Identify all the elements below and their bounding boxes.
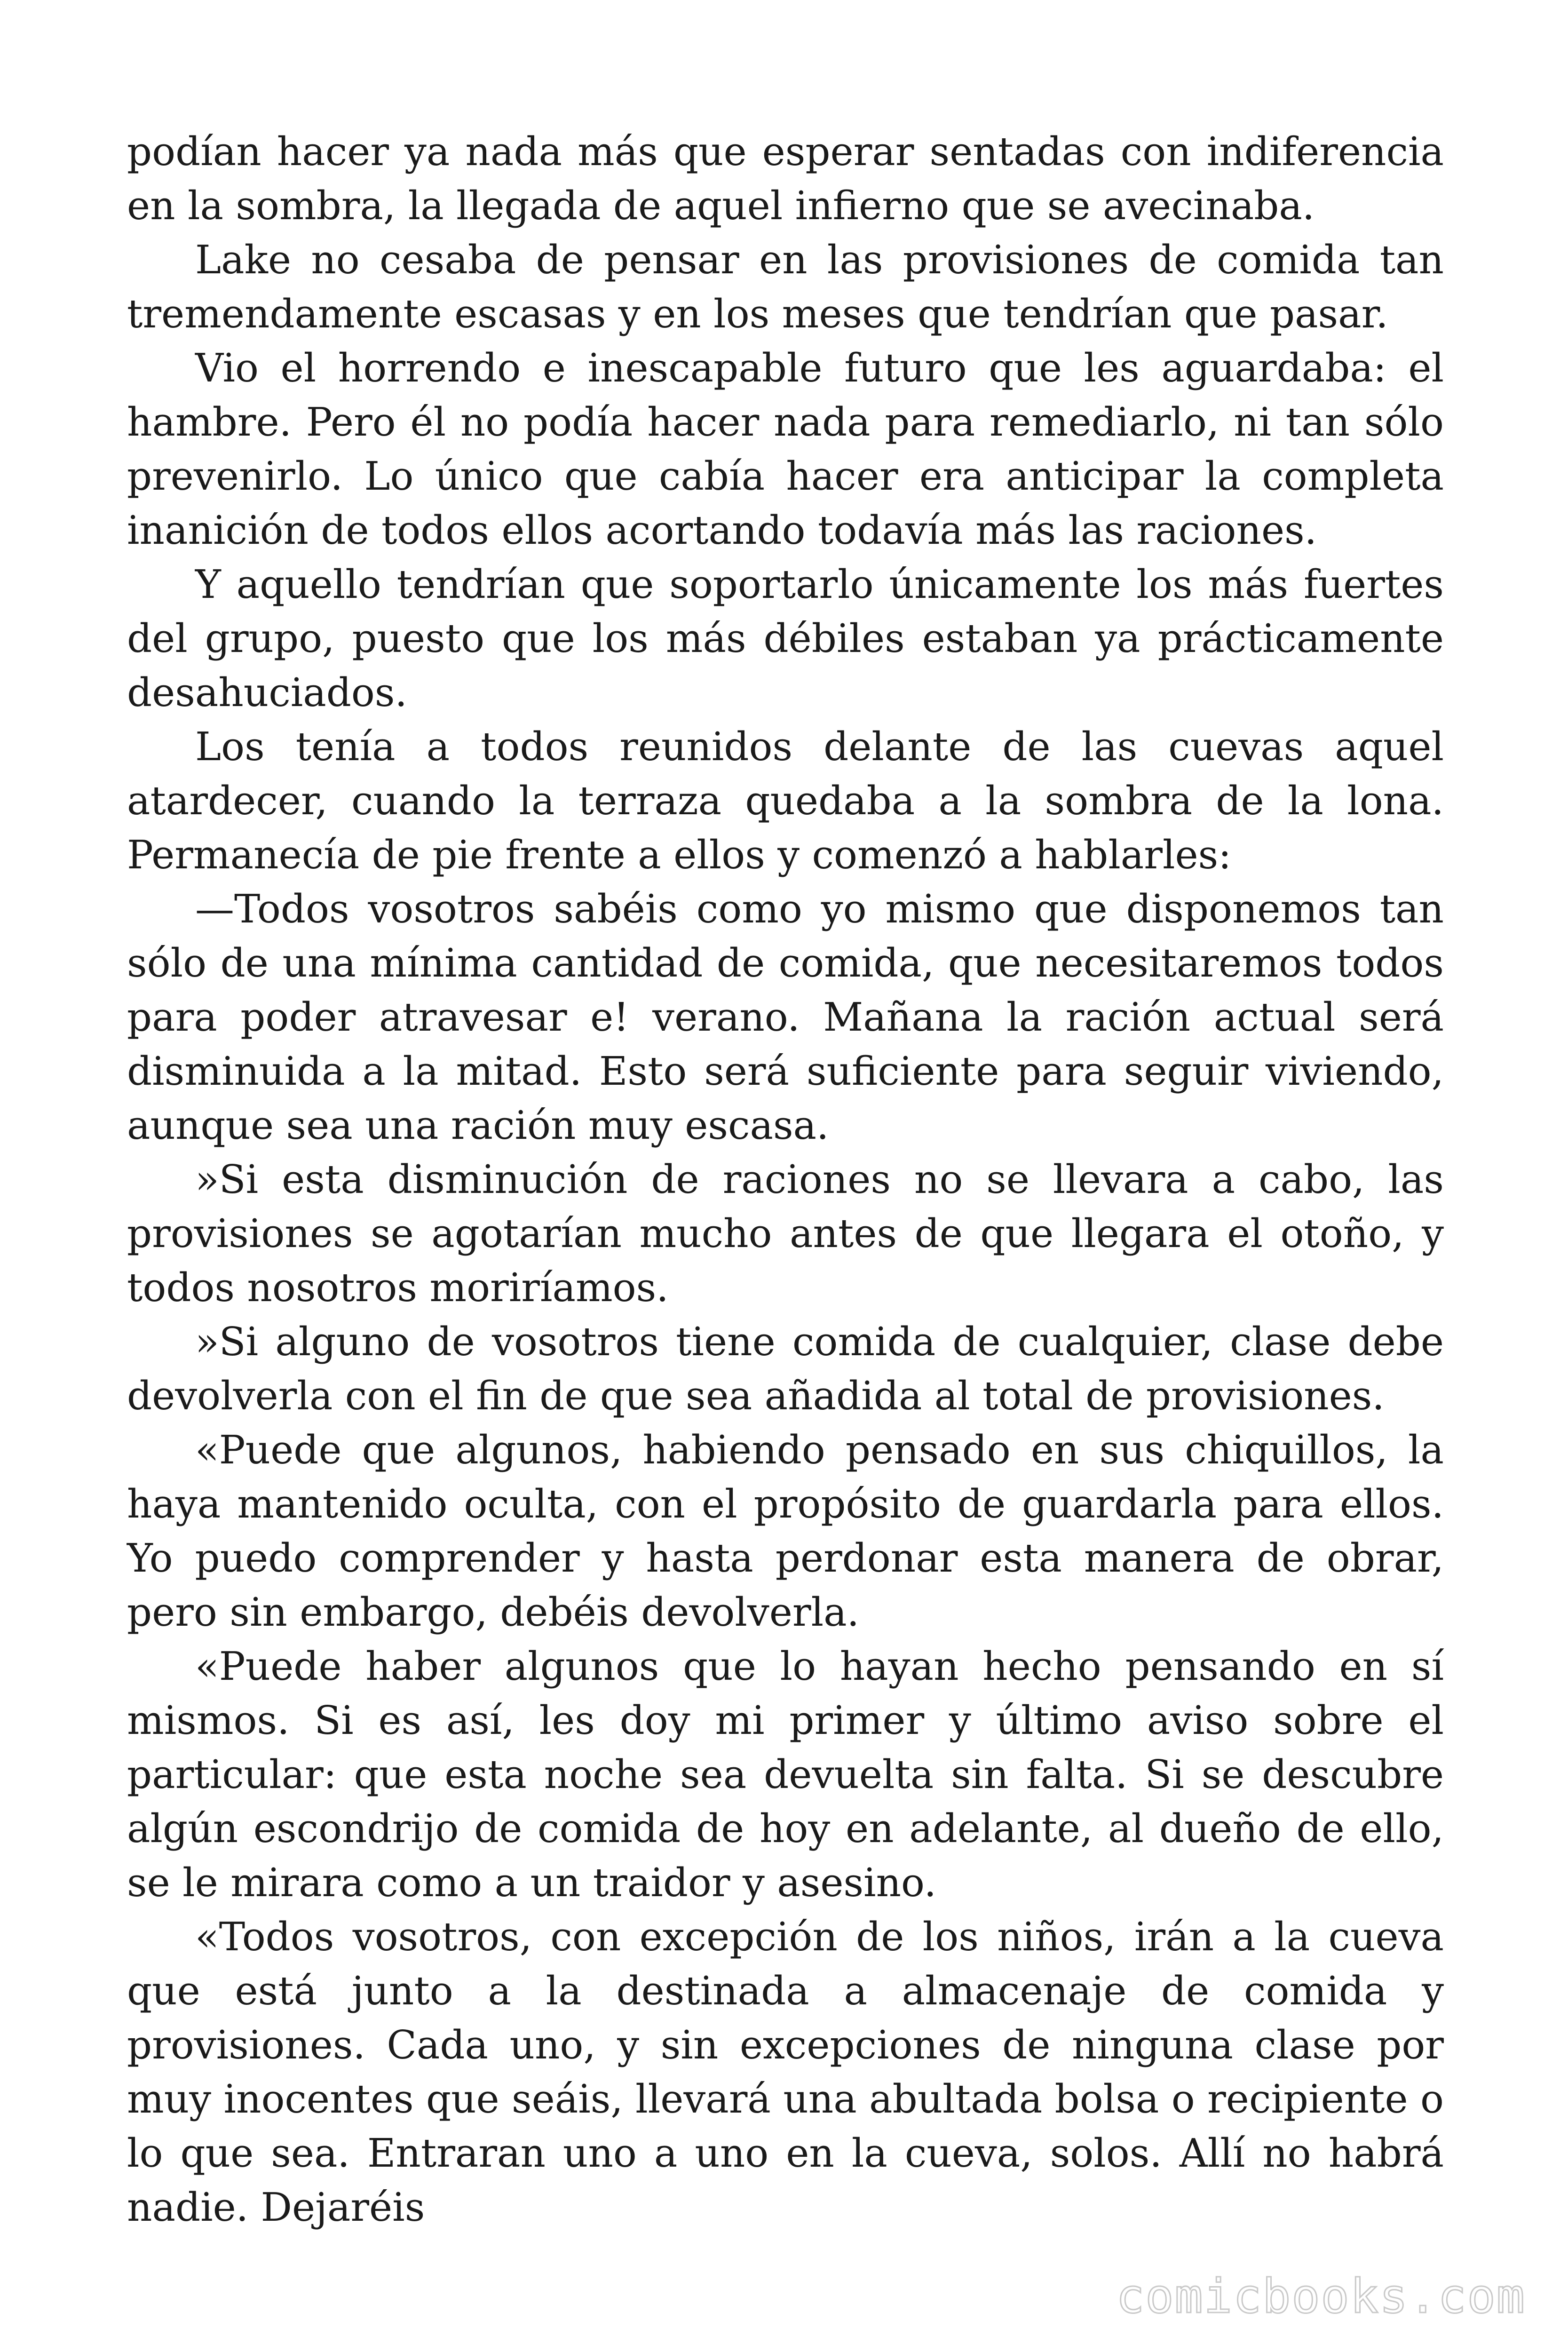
paragraph: Vio el horrendo e inescapable futuro que les aguardaba: el hambre. Pero él no podía hacer nada para remediarlo, ni tan sólo prevenirlo. Lo único que cabía hacer era anticipar la completa inanición de todos ellos acortando todavía más las raciones.: [127, 345, 1444, 553]
paragraph: «Todos vosotros, con excepción de los niños, irán a la cueva que está junto a la destinada a almacenaje de comida y provisiones. Cada uno, y sin excepciones de ninguna clase por muy inocentes que seáis, llevará una abultada bolsa o recipiente o lo que sea. Entraran uno a uno en la cueva, solos. Allí no habrá nadie. Dejaréis: [127, 1914, 1444, 2230]
paragraph: Y aquello tendrían que soportarlo únicamente los más fuertes del grupo, puesto que los más débiles estaban ya prácticamente desahuciados.: [127, 562, 1444, 715]
paragraph: «Puede haber algunos que lo hayan hecho pensando en sí mismos. Si es así, les doy mi primer y último aviso sobre el particular: que esta noche sea devuelta sin falta. Si se descubre algún escondrijo de comida de hoy en adelante, al dueño de ello, se le mirara como a un traidor y asesino.: [127, 1644, 1444, 1906]
paragraph: podían hacer ya nada más que esperar sentadas con indiferencia en la sombra, la llegada de aquel infierno que se avecinaba.: [127, 129, 1444, 229]
paragraph: —Todos vosotros sabéis como yo mismo que disponemos tan sólo de una mínima cantidad de comida, que necesitaremos todos para poder atravesar e! verano. Mañana la ración actual será disminuida a la mitad. Esto será suficiente para seguir viviendo, aunque sea una ración muy escasa.: [127, 886, 1444, 1148]
paragraph: Lake no cesaba de pensar en las provisiones de comida tan tremendamente escasas y en los meses que tendrían que pasar.: [127, 237, 1444, 337]
paragraph: »Si esta disminución de raciones no se llevara a cabo, las provisiones se agotarían mucho antes de que llegara el otoño, y todos nosotros moriríamos.: [127, 1157, 1444, 1311]
paragraph: «Puede que algunos, habiendo pensado en sus chiquillos, la haya mantenido oculta, con el propósito de guardarla para ellos. Yo puedo comprender y hasta perdonar esta manera de obrar, pero sin embargo, debéis devolverla.: [127, 1427, 1444, 1635]
paragraph: »Si alguno de vosotros tiene comida de cualquier, clase debe devolverla con el fin de que sea añadida al total de provisiones.: [127, 1319, 1444, 1419]
paragraph: Los tenía a todos reunidos delante de las cuevas aquel atardecer, cuando la terraza quedaba a la sombra de la lona. Permanecía de pie frente a ellos y comenzó a hablarles:: [127, 724, 1444, 878]
page-body: [127, 125, 1444, 2234]
watermark: comicbooks.com: [1116, 2269, 1526, 2324]
